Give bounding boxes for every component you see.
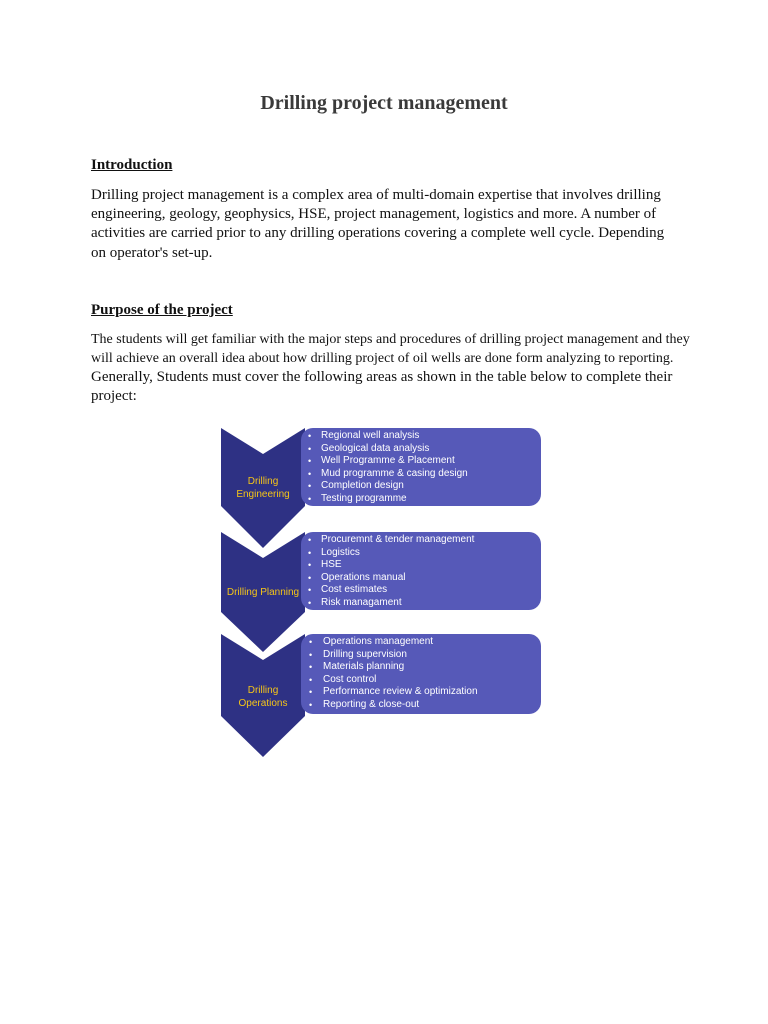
drilling-process-diagram <box>221 426 543 758</box>
list-item: • Operations manual <box>301 572 541 585</box>
stage-label-line: Engineering <box>236 489 290 500</box>
list-item: • Risk managament <box>301 597 541 610</box>
list-item: • Cost control <box>301 674 541 687</box>
introduction-paragraph: Drilling project management is a complex area of multi-domain expertise that involves drilling engineering, geology, geophysics, HSE, project management, logistics and more. A number of activities are carried prior to any drilling operations covering a complete well cycle. Depending on operator's set-up. <box>91 187 665 261</box>
purpose-paragraph-part2: Generally, Students must cover the following areas as shown in the table below to complete their project: <box>91 369 673 405</box>
list-item: • Logistics <box>301 547 541 560</box>
operations-items-box <box>301 634 541 714</box>
planning-items-box <box>301 532 541 610</box>
list-item: • Operations management <box>301 636 541 649</box>
purpose-paragraph-part1: The students will get familiar with the major steps and procedures of drilling project management and they will achieve an overall idea about how drilling project of oil wells are done form analyzing to reporting. <box>91 332 690 366</box>
list-item: • Regional well analysis <box>301 430 541 443</box>
list-item: • Testing programme <box>301 493 541 506</box>
list-item: • Cost estimates <box>301 584 541 597</box>
engineering-items-box <box>301 428 541 506</box>
list-item: • Mud programme & casing design <box>301 468 541 481</box>
stage-label-line: Operations <box>238 698 288 709</box>
list-item: • Reporting & close-out <box>301 699 541 712</box>
stage-label-operations <box>221 684 305 710</box>
stage-label-line: Drilling <box>247 685 279 696</box>
purpose-heading: Purpose of the project <box>91 302 233 318</box>
list-item: • Performance review & optimization <box>301 686 541 699</box>
list-item: • Completion design <box>301 480 541 493</box>
list-item: • HSE <box>301 559 541 572</box>
list-item: • Geological data analysis <box>301 443 541 456</box>
stage-label-engineering <box>221 475 305 501</box>
list-item: • Well Programme & Placement <box>301 455 541 468</box>
list-item: • Procuremnt & tender management <box>301 534 541 547</box>
document-title: Drilling project management <box>260 92 508 114</box>
list-item: • Drilling supervision <box>301 649 541 662</box>
stage-label-planning: Drilling Planning <box>226 587 300 598</box>
stage-label-line: Drilling <box>247 476 279 487</box>
list-item: • Materials planning <box>301 661 541 674</box>
introduction-heading: Introduction <box>91 157 173 173</box>
